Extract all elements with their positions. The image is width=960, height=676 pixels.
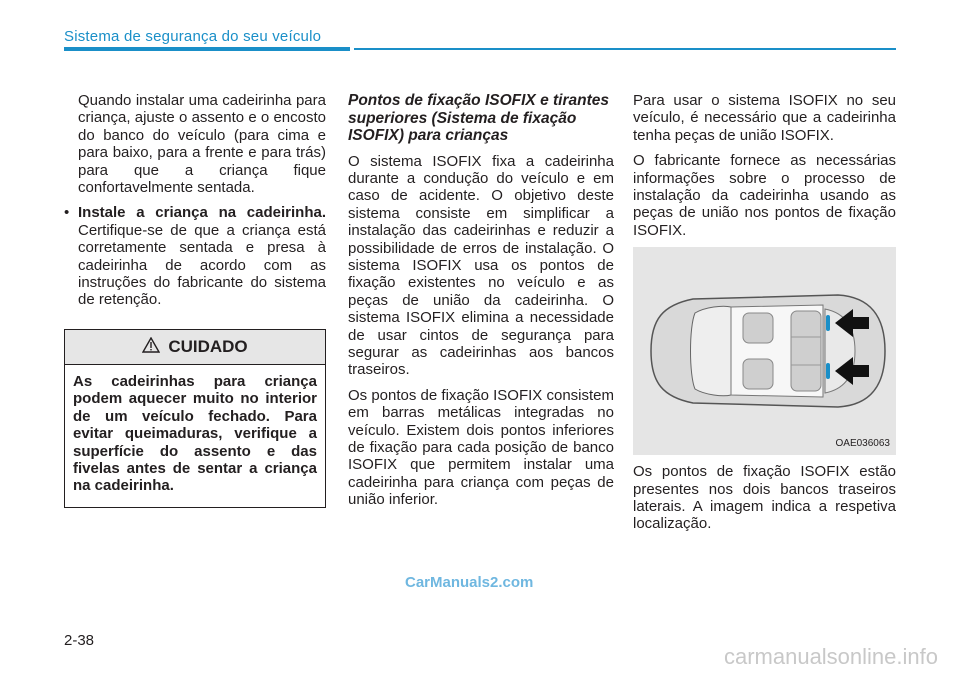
bullet-heading: Instale a criança na cadeirinha. — [78, 204, 326, 222]
bullet-body: Certifique-se de que a criança está corretamente sentada e presa à cadeirinha de acordo com as instruções do fabricante do sistema de retenção. — [78, 221, 326, 309]
column-right — [633, 92, 896, 541]
caution-text: As cadeirinhas para criança podem aquecer muito no interior de um veículo fechado. Para evitar queimaduras, verifique a superfície do assento e das fivelas antes de sentar a criança na cadeirinha. — [73, 372, 317, 495]
car-top-view-illustration — [633, 247, 896, 455]
column-left — [64, 92, 326, 508]
section-title-isofix: Pontos de fixação ISOFIX e tirantes superiores (Sistema de fixação ISOFIX) para crianças — [348, 92, 609, 144]
bullet-marker: • — [64, 204, 70, 222]
paragraph-isofix-requirement: Para usar o sistema ISOFIX no seu veículo, é necessário que a cadeirinha tenha peças de união ISOFIX. — [633, 92, 896, 144]
column-middle — [348, 92, 614, 517]
bullet-install-child — [64, 204, 326, 308]
car-isofix-figure — [633, 247, 896, 455]
watermark-carmanuals[interactable]: CarManuals2.com — [405, 574, 534, 591]
page-number: 2-38 — [64, 632, 95, 649]
section-header-title: Sistema de segurança do seu veículo — [64, 28, 322, 45]
caution-header — [65, 330, 325, 365]
caution-label: CUIDADO — [168, 337, 248, 357]
figure-code: OAE036063 — [835, 437, 890, 449]
header-rule-thick — [64, 47, 350, 51]
caution-box — [64, 329, 326, 508]
paragraph-isofix-points: Os pontos de fixação ISOFIX consistem em barras metálicas integradas no veículo. Existem dois pontos inferiores de fixação para cada posição de banco ISOFIX que permitem instalar uma cadeirinha para criança com peças de união inferior. — [348, 386, 614, 509]
paragraph-isofix-location: Os pontos de fixação ISOFIX estão presentes nos dois bancos traseiros laterais. A imagem indica a respetiva localização. — [633, 463, 896, 533]
paragraph-adjust-seat: Quando instalar uma cadeirinha para criança, ajuste o assento e o encosto do banco do veículo (para cima e para baixo, para a frente e para trás) para que a criança fique confortavelmente sentada. — [78, 92, 326, 197]
footer-site-watermark: carmanualsonline.info — [723, 644, 938, 669]
paragraph-isofix-overview: O sistema ISOFIX fixa a cadeirinha durante a condução do veículo e em caso de acidente. O objetivo deste sistema consiste em simplificar a instalação das cadeirinhas e reduzir a possibilidade de erros de instalação. O sistema ISOFIX usa os pontos de fixação existentes no veículo e as peças de união da cadeirinha. O sistema ISOFIX elimina a necessidade de usar cintos de segurança para segurar as cadeirinhas aos bancos traseiros. — [348, 152, 614, 379]
paragraph-manufacturer-info: O fabricante fornece as necessárias informações sobre o processo de instalação da cadeirinha usando as peças de união nos pontos de fixação ISOFIX. — [633, 152, 896, 239]
header-rule-thin — [354, 48, 896, 50]
warning-triangle-icon — [142, 337, 160, 357]
